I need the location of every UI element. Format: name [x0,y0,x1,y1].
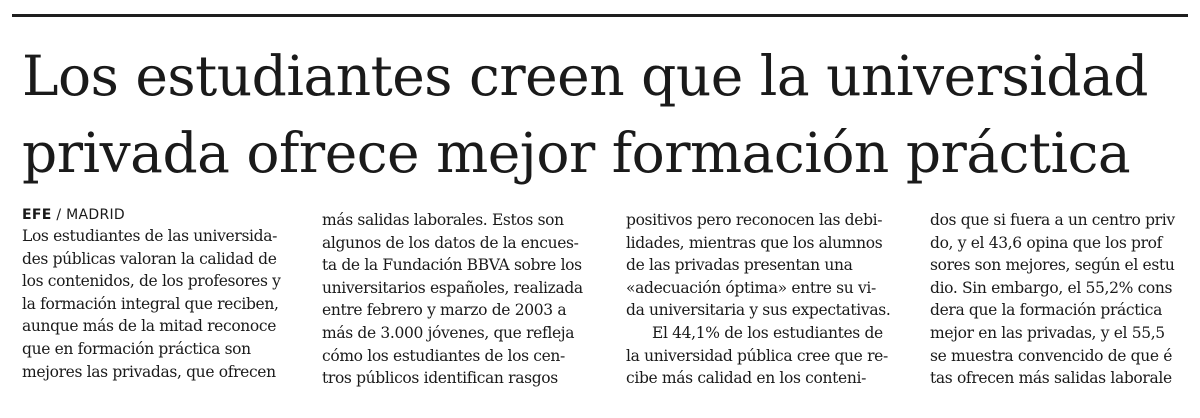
text-line: la universidad pública cree que re- [626,346,888,365]
text-line: do, y el 43,6 opina que los prof [930,233,1163,252]
text-line: Los estudiantes de las universida- [22,227,278,245]
text-line: que en formación práctica son [22,339,251,358]
headline-line-1: Los estudiantes creen que la universidad [22,44,1149,108]
text-line: los contenidos, de los profesores y [22,272,281,291]
article-column-3 [626,209,908,390]
text-line: mejores las privadas, que ofrecen [22,362,276,381]
text-line: lidades, mientras que los alumnos [626,233,883,252]
byline-separator: / [51,207,67,223]
top-rule [12,14,1188,17]
headline-line-2: privada ofrece mejor formación práctica [22,121,1131,185]
text-line: de las privadas presentan una [626,256,853,275]
text-line: dos que si fuera a un centro priv [930,211,1175,229]
text-line: mejor en las privadas, y el 55,5 [930,323,1165,342]
text-line: ta de la Fundación BBVA sobre los [322,256,582,275]
text-line: más salidas laborales. Estos son [322,211,564,229]
text-line: se muestra convencido de que é [930,346,1173,365]
byline-agency: EFE [22,207,52,223]
byline [22,206,125,224]
text-line: más de 3.000 jóvenes, que refleja [322,323,575,342]
text-line: des públicas valoran la calidad de [22,249,277,268]
text-line: la formación integral que reciben, [22,294,279,313]
text-line: cómo los estudiantes de los cen- [322,346,565,365]
text-line: dera que la formación práctica [930,301,1162,320]
headline [22,38,1192,192]
text-line: sores son mejores, según el estu [930,256,1175,275]
text-line: tas ofrecen más salidas laborale [930,369,1172,388]
text-line: universitarios españoles, realizada [322,278,583,297]
byline-city: MADRID [66,207,125,223]
text-line: tros públicos identifican rasgos [322,369,558,388]
text-line: «adecuación óptima» entre su vi- [626,278,876,297]
text-line: algunos de los datos de la encues- [322,233,579,252]
text-line: entre febrero y marzo de 2003 a [322,301,567,320]
text-line: El 44,1% de los estudiantes de [652,323,883,342]
text-line: aunque más de la mitad reconoce [22,317,277,336]
text-line: da universitaria y sus expectativas. [626,301,891,320]
article-column-1 [22,225,302,383]
text-line: cibe más calidad en los conteni- [626,369,866,388]
text-line: dio. Sin embargo, el 55,2% cons [930,278,1173,297]
article-column-4 [930,209,1200,390]
text-line: positivos pero reconocen las debi- [626,211,883,229]
article-column-2 [322,209,604,390]
